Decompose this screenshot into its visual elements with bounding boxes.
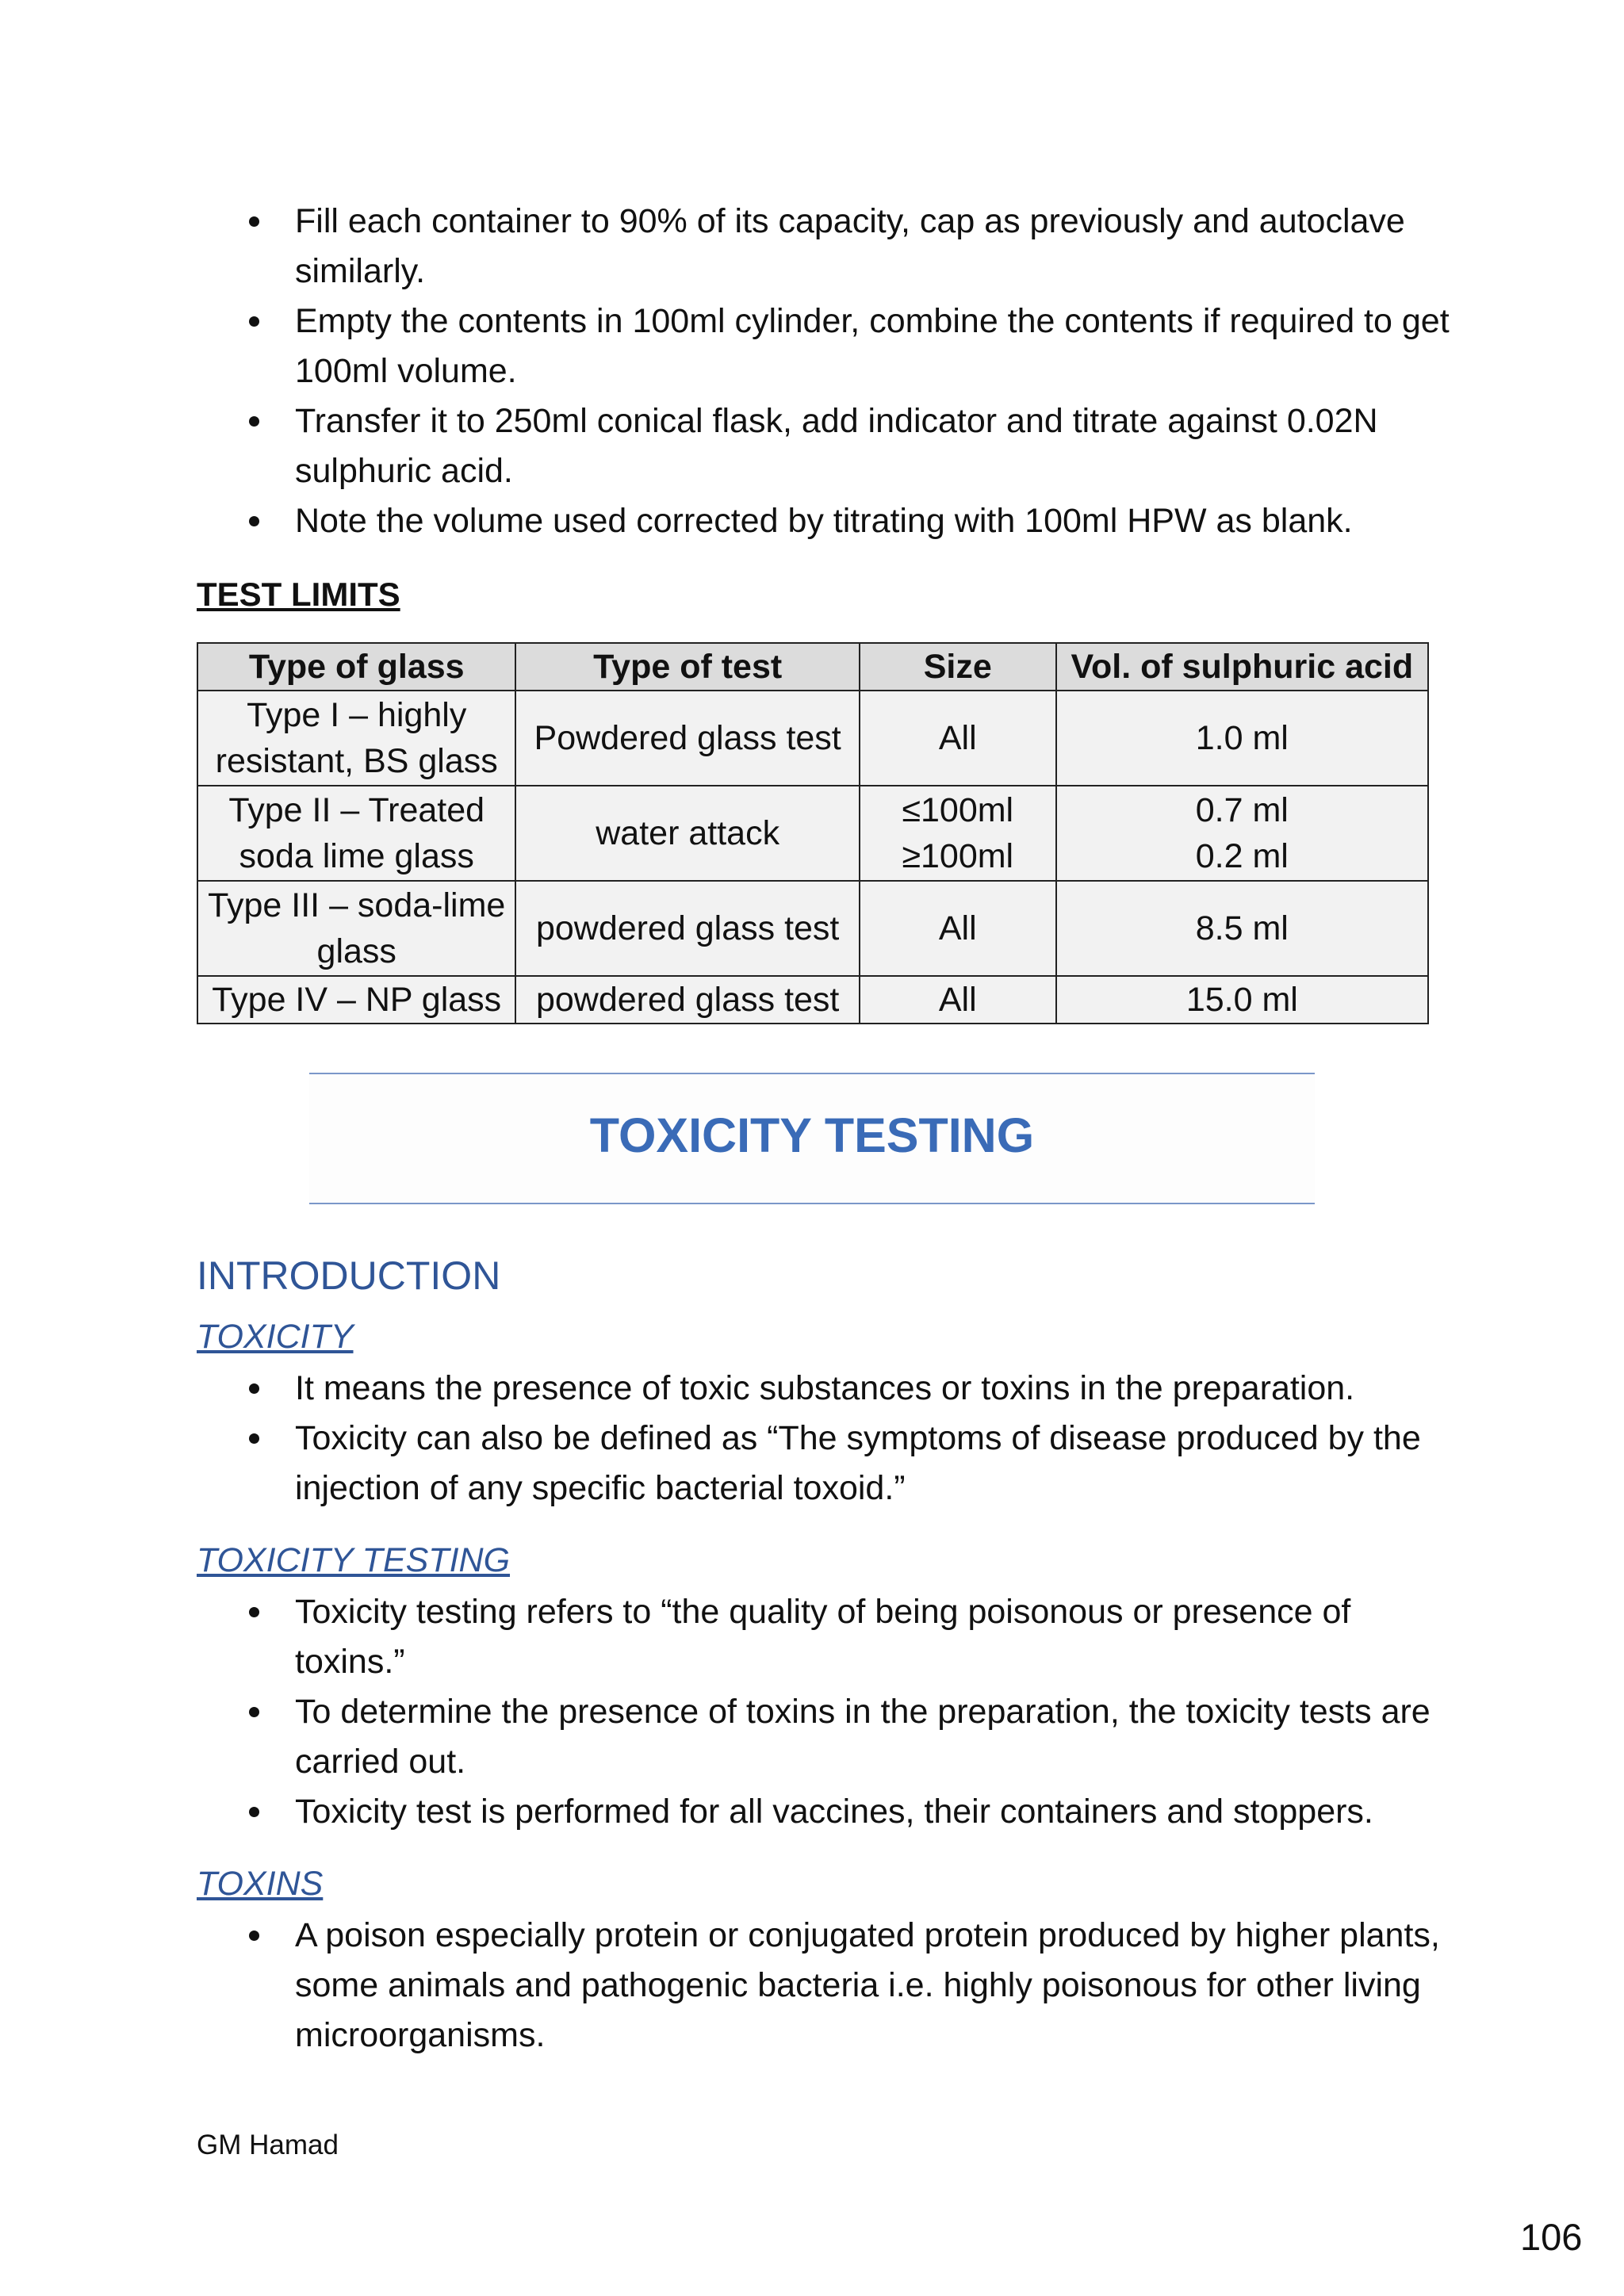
toxicity-heading: TOXICITY xyxy=(197,1318,354,1356)
list-item-text: Note the volume used corrected by titrating with 100ml HPW as blank. xyxy=(295,502,1353,540)
bullet-icon xyxy=(249,1607,259,1617)
table-cell-size: All xyxy=(860,691,1056,786)
list-item xyxy=(197,1587,1450,1687)
volume-value: 0.7 ml xyxy=(1195,791,1289,829)
list-item xyxy=(197,1911,1450,2061)
list-item-text: It means the presence of toxic substances or toxins in the preparation. xyxy=(295,1369,1355,1407)
table-row xyxy=(197,881,1428,976)
list-item-text: Toxicity can also be defined as “The symptoms of disease produced by the injection of any specific bacterial toxoid.” xyxy=(295,1419,1421,1507)
table-cell-test: Powdered glass test xyxy=(515,691,859,786)
size-value: ≤100ml xyxy=(902,791,1014,829)
table-cell-size xyxy=(860,786,1056,881)
table-cell-glass: Type I – highly resistant, BS glass xyxy=(197,691,515,786)
bullet-icon xyxy=(249,1433,259,1444)
table-cell-size: All xyxy=(860,976,1056,1024)
page-number: 106 xyxy=(1520,2216,1583,2258)
list-item xyxy=(197,297,1450,396)
bullet-icon xyxy=(249,416,259,427)
size-value: ≥100ml xyxy=(902,837,1014,875)
list-item xyxy=(197,396,1450,496)
list-item xyxy=(197,1414,1450,1513)
toxicity-testing-bullet-list xyxy=(197,1587,1450,1837)
table-cell-glass: Type II – Treated soda lime glass xyxy=(197,786,515,881)
table-cell-glass: Type IV – NP glass xyxy=(197,976,515,1024)
toxicity-bullet-list xyxy=(197,1364,1450,1513)
bullet-icon xyxy=(249,316,259,327)
table-cell-volume xyxy=(1056,786,1428,881)
list-item-text: Empty the contents in 100ml cylinder, combine the contents if required to get 100ml volume. xyxy=(295,302,1450,390)
list-item-text: Transfer it to 250ml conical flask, add indicator and titrate against 0.02N sulphuric acid. xyxy=(295,402,1378,490)
column-header: Type of glass xyxy=(197,643,515,691)
section-title: TOXICITY TESTING xyxy=(589,1108,1035,1162)
list-item-text: Toxicity testing refers to “the quality of being poisonous or presence of toxins.” xyxy=(295,1593,1351,1681)
table-cell-glass: Type III – soda-lime glass xyxy=(197,881,515,976)
list-item-text: A poison especially protein or conjugated protein produced by higher plants, some animals and pathogenic bacteria i.e. highly poisonous for other living microorganisms. xyxy=(295,1916,1440,2054)
table-cell-volume: 1.0 ml xyxy=(1056,691,1428,786)
volume-value: 0.2 ml xyxy=(1195,837,1289,875)
section-title-box xyxy=(309,1073,1315,1204)
list-item-text: Fill each container to 90% of its capacity, cap as previously and autoclave similarly. xyxy=(295,202,1405,290)
column-header: Size xyxy=(860,643,1056,691)
table-cell-test: water attack xyxy=(515,786,859,881)
bullet-icon xyxy=(249,216,259,227)
column-header: Vol. of sulphuric acid xyxy=(1056,643,1428,691)
list-item xyxy=(197,496,1450,546)
table-row xyxy=(197,976,1428,1024)
list-item xyxy=(197,1687,1450,1787)
table-row xyxy=(197,691,1428,786)
test-limits-table xyxy=(197,642,1429,1024)
bullet-icon xyxy=(249,1707,259,1717)
list-item xyxy=(197,1364,1450,1414)
footer-author: GM Hamad xyxy=(197,2130,339,2160)
bullet-icon xyxy=(249,1931,259,1941)
list-item xyxy=(197,1787,1450,1837)
list-item-text: To determine the presence of toxins in the preparation, the toxicity tests are carried out. xyxy=(295,1693,1431,1781)
table-cell-test: powdered glass test xyxy=(515,881,859,976)
table-cell-size: All xyxy=(860,881,1056,976)
table-header-row xyxy=(197,643,1428,691)
bullet-icon xyxy=(249,1383,259,1394)
table-row xyxy=(197,786,1428,881)
list-item-text: Toxicity test is performed for all vaccines, their containers and stoppers. xyxy=(295,1793,1373,1831)
bullet-icon xyxy=(249,516,259,526)
bullet-icon xyxy=(249,1807,259,1817)
procedure-bullet-list xyxy=(197,197,1450,546)
test-limits-heading: TEST LIMITS xyxy=(197,576,400,613)
column-header: Type of test xyxy=(515,643,859,691)
list-item xyxy=(197,197,1450,297)
table-cell-test: powdered glass test xyxy=(515,976,859,1024)
toxicity-testing-heading: TOXICITY TESTING xyxy=(197,1541,511,1579)
toxins-bullet-list xyxy=(197,1911,1450,2061)
toxins-heading: TOXINS xyxy=(197,1865,324,1903)
table-cell-volume: 15.0 ml xyxy=(1056,976,1428,1024)
table-cell-volume: 8.5 ml xyxy=(1056,881,1428,976)
introduction-heading: INTRODUCTION xyxy=(197,1253,501,1298)
